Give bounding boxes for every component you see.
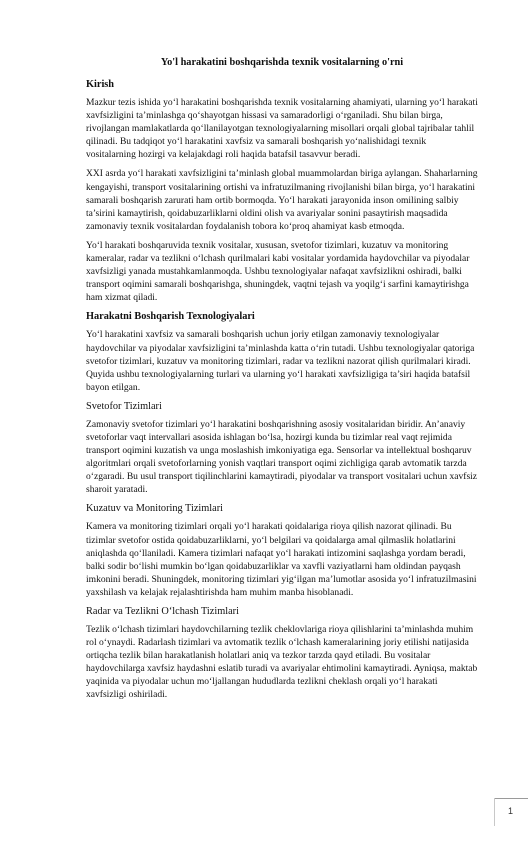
paragraph: Zamonaviy svetofor tizimlari yo‘l harakatini boshqarishning asosiy vositalaridan biridir. An’anaviy svetoforlar vaqt intervallari asosida ishlagan bo‘lsa, hozirgi kunda bu tizimlar real vaqt rejimida transport oqimini kuzatish va unga moslashish imkoniyatiga ega. Sensorlar va intellektual boshqaruv algoritmlari orqali svetoforlarning yonish vaqtlari transport oqimi zichligiga qarab avtomatik tarzda o‘zgaradi. Bu usul transport tiqilinchlarini kamaytiradi, piyodalar va transport vositalari uchun xavfsiz sharoit yaratadi. xyxy=(86,418,478,496)
paragraph: Yo‘l harakati boshqaruvida texnik vositalar, xususan, svetofor tizimlari, kuzatuv va monitoring kameralar, radar va tezlikni o‘lchash qurilmalari kabi vositalar yordamida haydovchilar va piyodalar xavfsizligi yanada mustahkamlanmoqda. Ushbu texnologiyalar nafaqat xavfsizlikni oshiradi, balki transport oqimini samarali boshqarishga, shuningdek, vaqtni tejash va yoqilg‘i sarfini kamaytirishga ham xizmat qiladi. xyxy=(86,239,470,304)
paragraph: XXI asrda yo‘l harakati xavfsizligini ta’minlash global muammolardan biriga aylangan. Shaharlarning kengayishi, transport vositalarining ortishi va infratuzilmaning rivojlanishi bilan birga, yo‘l harakatini samarali boshqarish zarurati ham ortib bormoqda. Yo‘l harakati jarayonida inson omilining salbiy ta’sirini kamaytirish, qoidabuzarliklarni oldini olish va avariyalar sonini pasaytirish maqsadida zamonaviy texnik vositalardan foydalanish tobora ko‘proq ahamiyat kasb etmoqda. xyxy=(86,168,478,232)
paragraph: Kamera va monitoring tizimlari orqali yo‘l harakati qoidalariga rioya qilish nazorat qilinadi. Bu tizimlar svetofor ostida qoidabuzarliklarni, yo‘l belgilari va qoidalarga amal qilmaslik holatlarini aniqlashda qo‘llaniladi. Kamera tizimlari nafaqat yo‘l harakati intizomini saqlashga yordam beradi, balki sodir bo‘lishi mumkin bo‘lgan qoidabuzarliklar va xavfli vaziyatlarni ham oldindan payqash imkonini beradi. Shuningdek, monitoring tizimlari yig‘ilgan ma’lumotlar asosida yo‘l infratuzilmasini yaxshilash va kelajak rejalashtirishda ham muhim manba hisoblanadi. xyxy=(86,521,477,598)
section-heading: Kirish xyxy=(86,79,115,90)
section-subheading: Svetofor Tizimlari xyxy=(86,400,162,412)
paragraph: Mazkur tezis ishida yo‘l harakatini boshqarishda texnik vositalarning ahamiyati, ularning yo‘l harakati xavfsizligini ta’minlashga qo‘shayotgan hissasi va samaradorligi o‘rganiladi. Shu bilan birga, rivojlangan mamlakatlarda qo‘llanilayotgan texnologiyalarning misollari orqali global tajribalar tahlil qilinadi. Bu tadqiqot yo‘l harakatini xavfsiz va samarali boshqarish yo‘nalishidagi texnik vositalarning hozirgi va kelajakdagi roli haqida batafsil tasavvur beradi. xyxy=(86,97,478,161)
paragraph: Tezlik o‘lchash tizimlari haydovchilarning tezlik cheklovlariga rioya qilishlarini ta’minlashda muhim rol o‘ynaydi. Radarlash tizimlari va avtomatik tezlik o‘lchash kameralarining joriy etilishi natijasida ortiqcha tezlik bilan harakatlanish holatlari aniq va tezkor tarzda qayd etiladi. Bu vositalar haydovchilarga xavfsiz haydashni eslatib turadi va avariyalar ehtimolini kamaytiradi. Ayniqsa, maktab yaqinida va piyodalar uchun mo‘ljallangan hududlarda tezlikni cheklash orqali yo‘l harakati xavfsizligi oshiriladi. xyxy=(86,624,478,701)
section-subheading: Kuzatuv va Monitoring Tizimlari xyxy=(86,503,223,515)
paragraph: Yo‘l harakatini xavfsiz va samarali boshqarish uchun joriy etilgan zamonaviy texnologiyalar haydovchilar va piyodalar xavfsizligini ta’minlashda katta o‘rin tutadi. Ushbu texnologiyalar qatoriga svetofor tizimlari, kuzatuv va monitoring tizimlari, radar va tezlikni nazorat qilish qurilmalari kiradi. Quyida ushbu texnologiyalarning turlari va ularning yo‘l harakati xavfsizligiga ta’siri haqida batafsil bayon etilgan. xyxy=(86,329,475,393)
section-subheading: Radar va Tezlikni O‘lchash Tizimlari xyxy=(86,606,239,617)
footer-divider xyxy=(494,798,495,826)
document-page xyxy=(86,56,478,708)
document-body xyxy=(86,78,478,702)
page-number: 1 xyxy=(508,806,514,816)
footer-rule xyxy=(494,798,528,799)
document-title: Yo'l harakatini boshqarishda texnik vositalarning o'rni xyxy=(160,57,404,68)
section-heading: Harakatni Boshqarish Texnologiyalari xyxy=(86,311,255,323)
